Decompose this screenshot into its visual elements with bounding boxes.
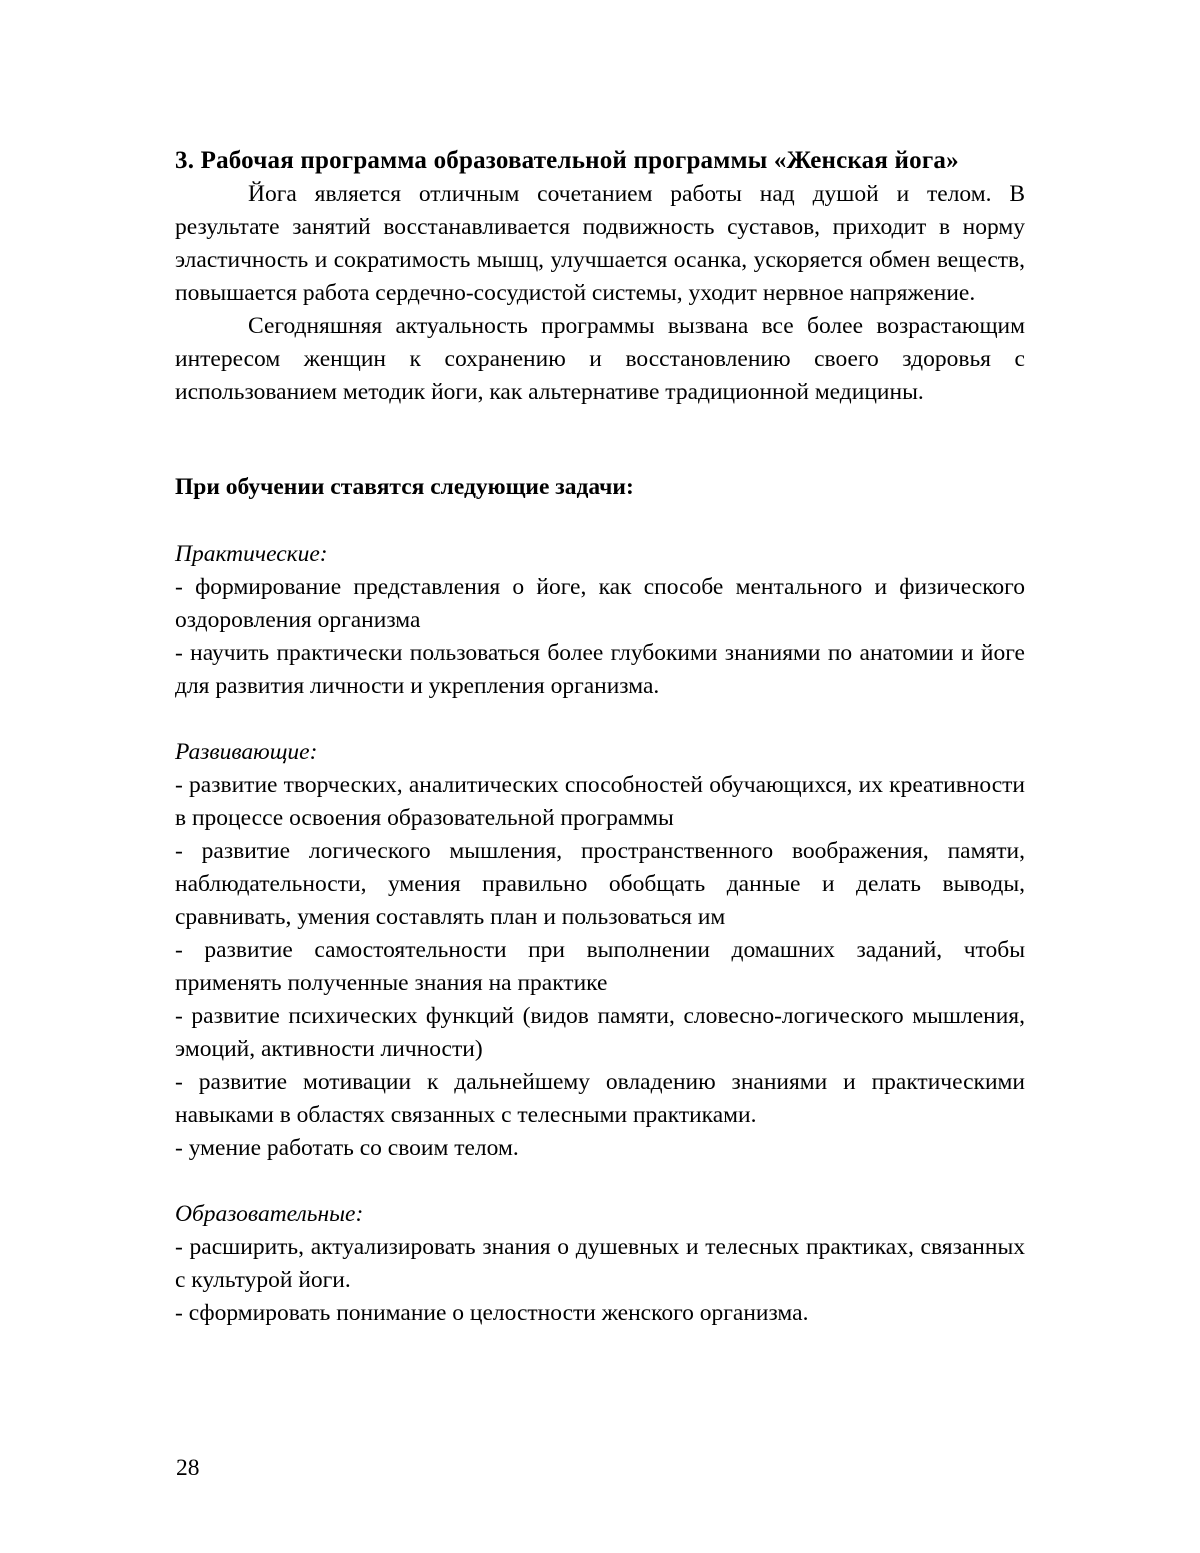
list-item: - развитие самостоятельности при выполнении домашних заданий, чтобы применять полученные знания на практике (175, 937, 1025, 996)
list-item: - умение работать со своим телом. (175, 1135, 519, 1161)
list-item: - формирование представления о йоге, как способе ментального и физического оздоровления организма (175, 574, 1025, 633)
list-item: - развитие творческих, аналитических способностей обучающихся, их креативности в процессе освоения образовательной программы (175, 772, 1025, 831)
list-item: - расширить, актуализировать знания о душевных и телесных практиках, связанных с культурой йоги. (175, 1234, 1025, 1293)
list-item: - сформировать понимание о целостности женского организма. (175, 1300, 809, 1326)
intro-paragraph: Сегодняшняя актуальность программы вызвана все более возрастающим интересом женщин к сохранению и восстановлению своего здоровья с использованием методик йоги, как альтернативе традиционной медицины. (175, 313, 1025, 405)
page-number: 28 (176, 1455, 200, 1481)
section-label-practical: Практические: (175, 541, 328, 567)
list-item: - научить практически пользоваться более глубокими знаниями по анатомии и йоге для развития личности и укрепления организма. (175, 640, 1025, 699)
page-title: 3. Рабочая программа образовательной программы «Женская йога» (175, 147, 959, 174)
tasks-heading: При обучении ставятся следующие задачи: (175, 474, 634, 500)
list-item: - развитие мотивации к дальнейшему овладению знаниями и практическими навыками в областях связанных с телесными практиками. (175, 1069, 1025, 1128)
section-label-educational: Образовательные: (175, 1201, 364, 1227)
section-label-developing: Развивающие: (175, 739, 318, 765)
intro-paragraph: Йога является отличным сочетанием работы над душой и телом. В результате занятий восстанавливается подвижность суставов, приходит в норму эластичность и сократимость мышц, улучшается осанка, ускоряется обмен веществ, повышается работа сердечно-сосудистой системы, уходит нервное напряжение. (175, 181, 1025, 306)
list-item: - развитие логического мышления, пространственного воображения, памяти, наблюдательности, умения правильно обобщать данные и делать выводы, сравнивать, умения составлять план и пользоваться им (175, 838, 1025, 930)
list-item: - развитие психических функций (видов памяти, словесно-логического мышления, эмоций, активности личности) (175, 1003, 1025, 1062)
